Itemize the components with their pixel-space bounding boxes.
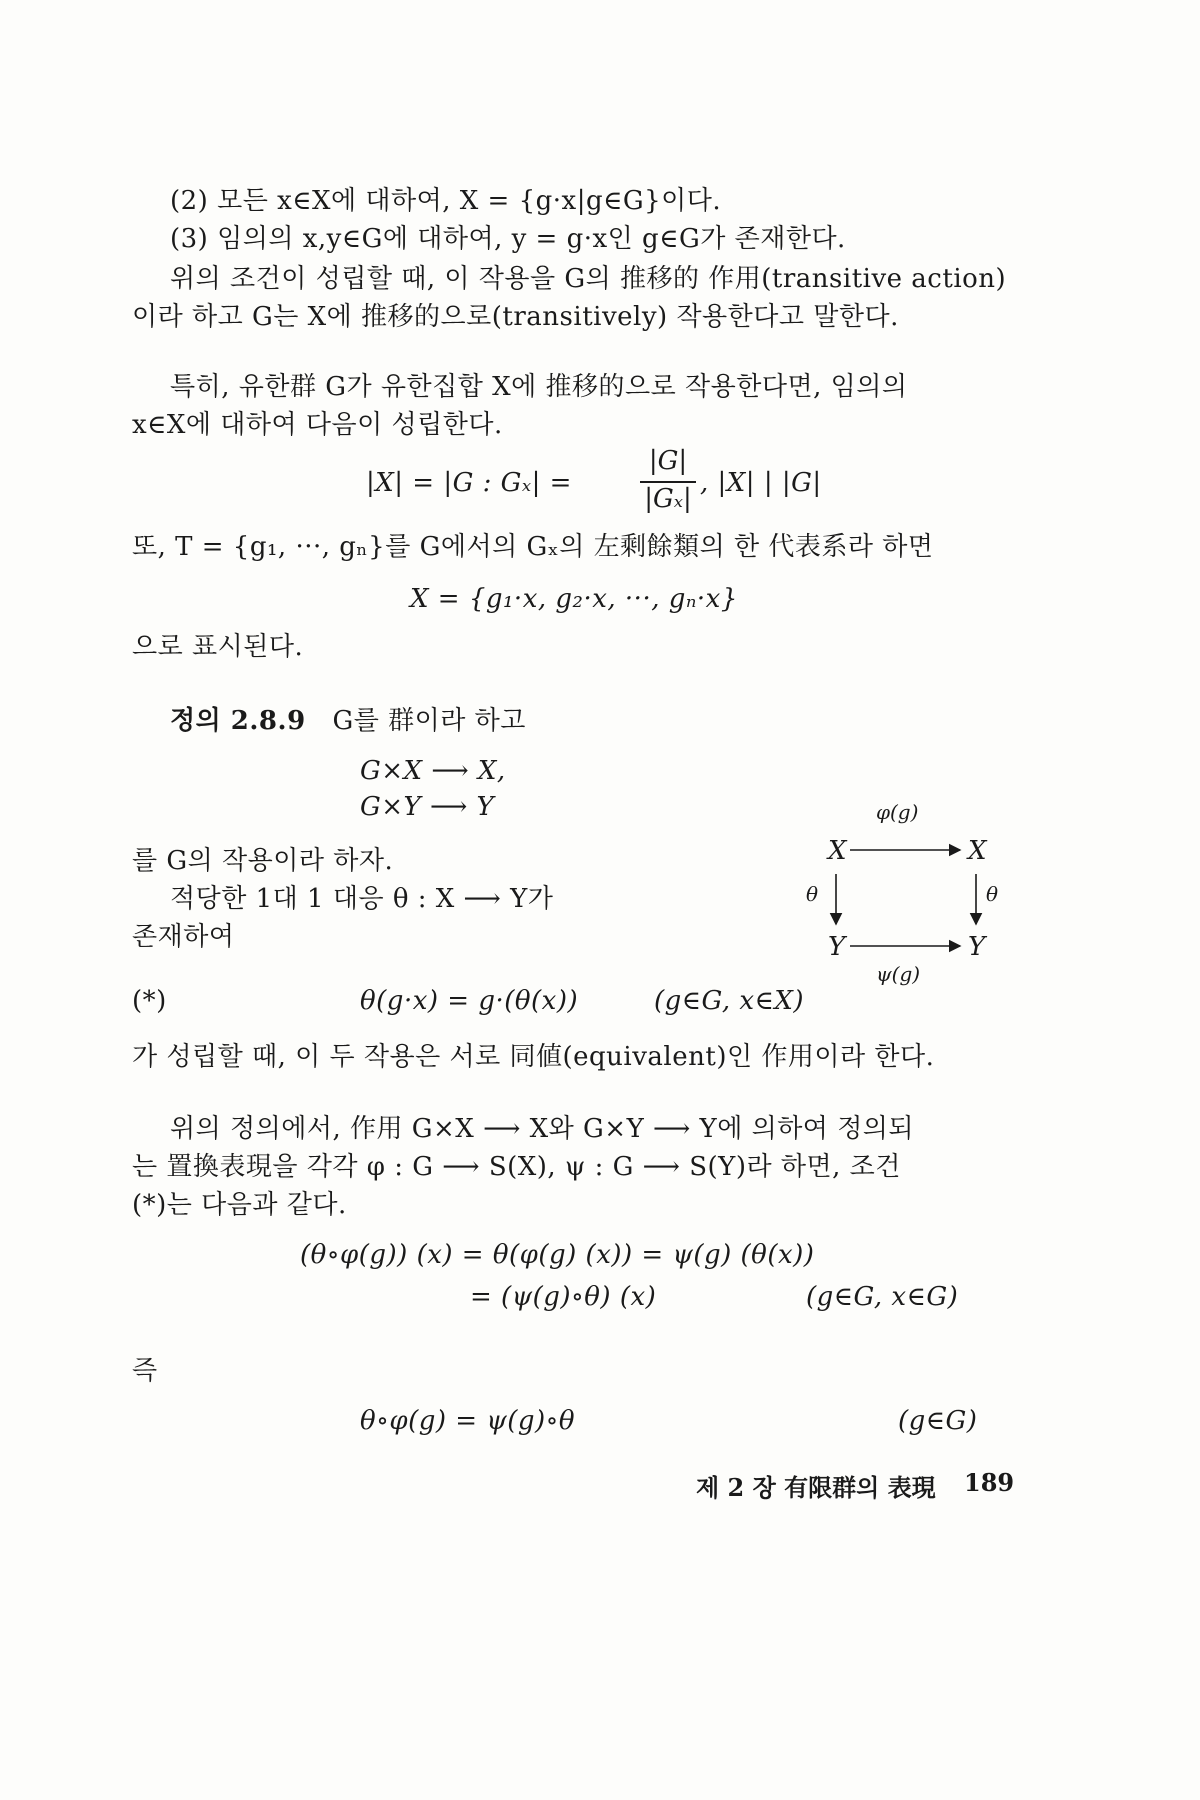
paragraph-coset: 또, T = {g₁, ···, gₙ}를 G에서의 Gₓ의 左剩餘類의 한 代表系라 하면 [132, 532, 934, 562]
definition-action2: G×Y ⟶ Y [360, 792, 495, 822]
definition-action1: G×X ⟶ X, [360, 756, 506, 786]
paragraph-finite-line1: 특히, 유한群 G가 유한집합 X에 推移的으로 작용한다면, 임의의 [170, 372, 908, 402]
formula-orbit-right: , |X| | |G| [700, 468, 822, 498]
paragraph-transitive-line1: 위의 조건이 성립할 때, 이 작용을 G의 推移的 作用(transitive action) [170, 264, 1007, 294]
page-number: 189 [964, 1468, 1015, 1497]
paragraph-permutation-line1: 위의 정의에서, 作用 G×X ⟶ X와 G×Y ⟶ Y에 의하여 정의되 [170, 1114, 915, 1144]
paragraph-permutation-line2: 는 置換表現을 각각 φ : G ⟶ S(X), ψ : G ⟶ S(Y)라 하면, 조건 [132, 1152, 901, 1182]
definition-after2: 적당한 1대 1 대응 θ : X ⟶ Y가 [170, 884, 554, 914]
diagram-right-arrow-label: θ [986, 882, 999, 906]
definition-after3: 존재하여 [132, 922, 235, 952]
paragraph-transitive-line2: 이라 하고 G는 X에 推移的으로(transitively) 작용한다고 말한다. [132, 302, 899, 332]
diagram-top-arrow-label: φ(g) [876, 800, 919, 824]
running-footer-chapter: 제 2 장 有限群의 表現 [696, 1473, 936, 1502]
formula-composition-line2: = (ψ(g)∘θ) (x) [470, 1282, 657, 1312]
star-equation: θ(g·x) = g·(θ(x)) [360, 986, 579, 1016]
formula-composition-condition: (g∈G, x∈G) [806, 1282, 959, 1312]
fraction-numerator: |G| [648, 446, 688, 476]
condition-3: (3) 임의의 x,y∈G에 대하여, y = g·x인 g∈G가 존재한다. [170, 224, 846, 254]
diagram-bottom-right: Y [968, 932, 986, 962]
commutative-diagram [806, 790, 1000, 990]
formula-final: θ∘φ(g) = ψ(g)∘θ [360, 1406, 576, 1436]
diagram-arrows [820, 790, 1000, 990]
paragraph-shown: 으로 표시된다. [132, 632, 304, 662]
diagram-top-left: X [828, 836, 847, 866]
formula-orbit-left: |X| = |G : Gₓ| = [366, 468, 572, 498]
word-that-is: 즉 [132, 1356, 158, 1386]
definition-after1: 를 G의 작용이라 하자. [132, 846, 394, 876]
paragraph-finite-line2: x∈X에 대하여 다음이 성립한다. [132, 410, 503, 440]
formula-orbit-fraction [636, 446, 700, 516]
definition-intro: G를 群이라 하고 [332, 706, 526, 736]
fraction-denominator: |Gₓ| [644, 484, 692, 514]
diagram-left-arrow-label: θ [806, 882, 819, 906]
formula-final-condition: (g∈G) [898, 1406, 978, 1436]
diagram-bottom-left: Y [828, 932, 846, 962]
fraction-bar [640, 481, 696, 483]
formula-orbit-set: X = {g₁·x, g₂·x, ···, gₙ·x} [410, 584, 738, 614]
definition-heading [170, 704, 526, 738]
condition-2: (2) 모든 x∈X에 대하여, X = {g·x|g∈G}이다. [170, 186, 722, 216]
formula-composition-line1: (θ∘φ(g)) (x) = θ(φ(g) (x)) = ψ(g) (θ(x)) [300, 1240, 815, 1270]
paragraph-permutation-line3: (*)는 다음과 같다. [132, 1190, 347, 1220]
diagram-top-right: X [968, 836, 987, 866]
star-equation-condition: (g∈G, x∈X) [654, 986, 804, 1016]
definition-number: 정의 2.8.9 [170, 706, 306, 736]
paragraph-equivalent: 가 성립할 때, 이 두 작용은 서로 同値(equivalent)인 作用이라 한다. [132, 1042, 935, 1072]
star-equation-tag: (*) [132, 986, 167, 1016]
diagram-bottom-arrow-label: ψ(g) [876, 962, 921, 986]
